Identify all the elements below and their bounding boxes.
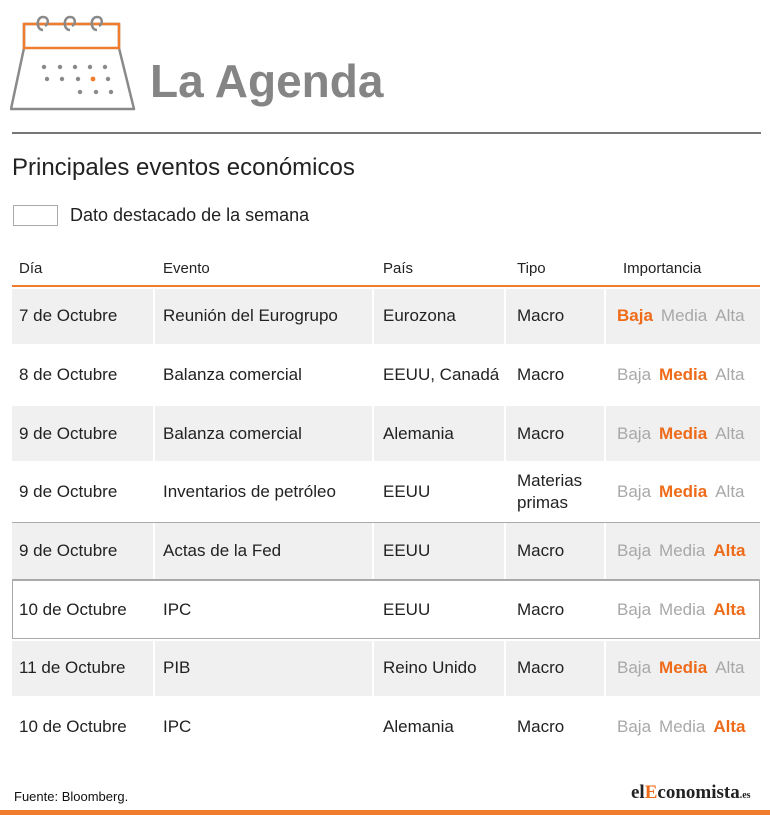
column-header-importance: Importancia	[623, 260, 702, 277]
cell-event: PIB	[155, 641, 372, 696]
cell-day: 10 de Octubre	[19, 717, 127, 737]
cell-day: 9 de Octubre	[12, 406, 153, 461]
cell-importance	[606, 581, 760, 638]
bottom-accent-bar	[0, 810, 770, 815]
importance-baja: Baja	[617, 541, 652, 561]
cell-event: Actas de la Fed	[155, 523, 372, 580]
column-header-country: País	[383, 260, 414, 277]
table-body	[12, 287, 760, 757]
table-row	[12, 639, 760, 698]
cell-type: Macro	[506, 641, 604, 696]
importance-baja: Baja	[617, 717, 652, 737]
cell-event: Inventarios de petróleo	[163, 482, 336, 502]
importance-baja: Baja	[617, 423, 652, 443]
cell-day: 9 de Octubre	[12, 523, 153, 580]
importance-alta: Alta	[713, 717, 746, 737]
brand-rest: conomista	[657, 782, 740, 803]
cell-country: Reino Unido	[374, 641, 504, 696]
cell-country: Alemania	[374, 406, 504, 461]
cell-event: Balanza comercial	[163, 365, 302, 385]
importance-alta: Alta	[713, 541, 746, 561]
cell-type: Macro	[517, 599, 565, 619]
table-row	[12, 580, 760, 639]
cell-importance	[606, 348, 760, 403]
importance-media: Media	[659, 717, 706, 737]
importance-media: Media	[659, 365, 708, 385]
cell-day: 8 de Octubre	[19, 365, 118, 385]
importance-alta: Alta	[715, 423, 745, 443]
cell-importance	[606, 406, 760, 461]
table-row	[12, 346, 760, 405]
cell-importance	[606, 465, 760, 520]
importance-alta: Alta	[715, 658, 745, 678]
importance-baja: Baja	[617, 482, 652, 502]
importance-baja: Baja	[617, 658, 652, 678]
calendar-icon	[10, 12, 138, 116]
cell-country: Eurozona	[374, 289, 504, 344]
importance-media: Media	[659, 423, 708, 443]
importance-media: Media	[659, 482, 708, 502]
brand-initial: E	[644, 782, 658, 803]
table-row	[12, 463, 760, 522]
importance-alta: Alta	[715, 365, 745, 385]
cell-type: Macro	[517, 717, 565, 737]
header-divider	[12, 132, 761, 134]
importance-alta: Alta	[713, 599, 746, 619]
cell-event: IPC	[163, 599, 192, 619]
section-title: Principales eventos económicos	[12, 154, 355, 181]
cell-day: 9 de Octubre	[19, 482, 118, 502]
legend-swatch	[13, 205, 58, 226]
importance-alta: Alta	[715, 482, 745, 502]
cell-day: 11 de Octubre	[12, 641, 153, 696]
cell-country: EEUU	[383, 599, 431, 619]
brand-prefix: el	[631, 782, 645, 803]
table-row	[12, 522, 760, 581]
column-header-day: Día	[19, 260, 43, 277]
cell-event: Reunión del Eurogrupo	[155, 289, 372, 344]
importance-media: Media	[659, 599, 706, 619]
legend-label: Dato destacado de la semana	[70, 205, 310, 225]
cell-day: 10 de Octubre	[19, 599, 127, 619]
column-header-event: Evento	[163, 260, 210, 277]
table-header	[12, 252, 760, 287]
cell-event: IPC	[163, 717, 192, 737]
cell-type: Materias primas	[517, 471, 583, 513]
cell-importance	[606, 289, 760, 344]
cell-event: Balanza comercial	[155, 406, 372, 461]
cell-type: Macro	[517, 365, 565, 385]
cell-importance	[606, 523, 760, 580]
table-row	[12, 404, 760, 463]
cell-day: 7 de Octubre	[12, 289, 153, 344]
importance-baja: Baja	[617, 306, 653, 326]
cell-country: EEUU	[374, 523, 504, 580]
table-row	[12, 698, 760, 757]
cell-type: Macro	[506, 289, 604, 344]
cell-type: Macro	[506, 523, 604, 580]
importance-baja: Baja	[617, 365, 652, 385]
importance-media: Media	[659, 541, 706, 561]
cell-country: EEUU	[383, 482, 431, 502]
table-row	[12, 287, 760, 346]
importance-media: Media	[659, 658, 708, 678]
header	[10, 10, 760, 132]
cell-importance	[606, 641, 760, 696]
importance-media: Media	[660, 306, 708, 326]
events-table	[12, 252, 760, 757]
brand-logo	[631, 782, 751, 804]
importance-baja: Baja	[617, 599, 652, 619]
cell-country: Alemania	[383, 717, 454, 737]
cell-country: EEUU, Canadá	[383, 365, 500, 385]
cell-type: Macro	[506, 406, 604, 461]
source-note: Fuente: Bloomberg.	[14, 789, 129, 804]
page-title: La Agenda	[150, 55, 384, 107]
importance-alta: Alta	[715, 306, 745, 326]
column-header-type: Tipo	[517, 260, 546, 277]
cell-importance	[606, 700, 760, 755]
brand-suffix: .es	[739, 790, 751, 801]
